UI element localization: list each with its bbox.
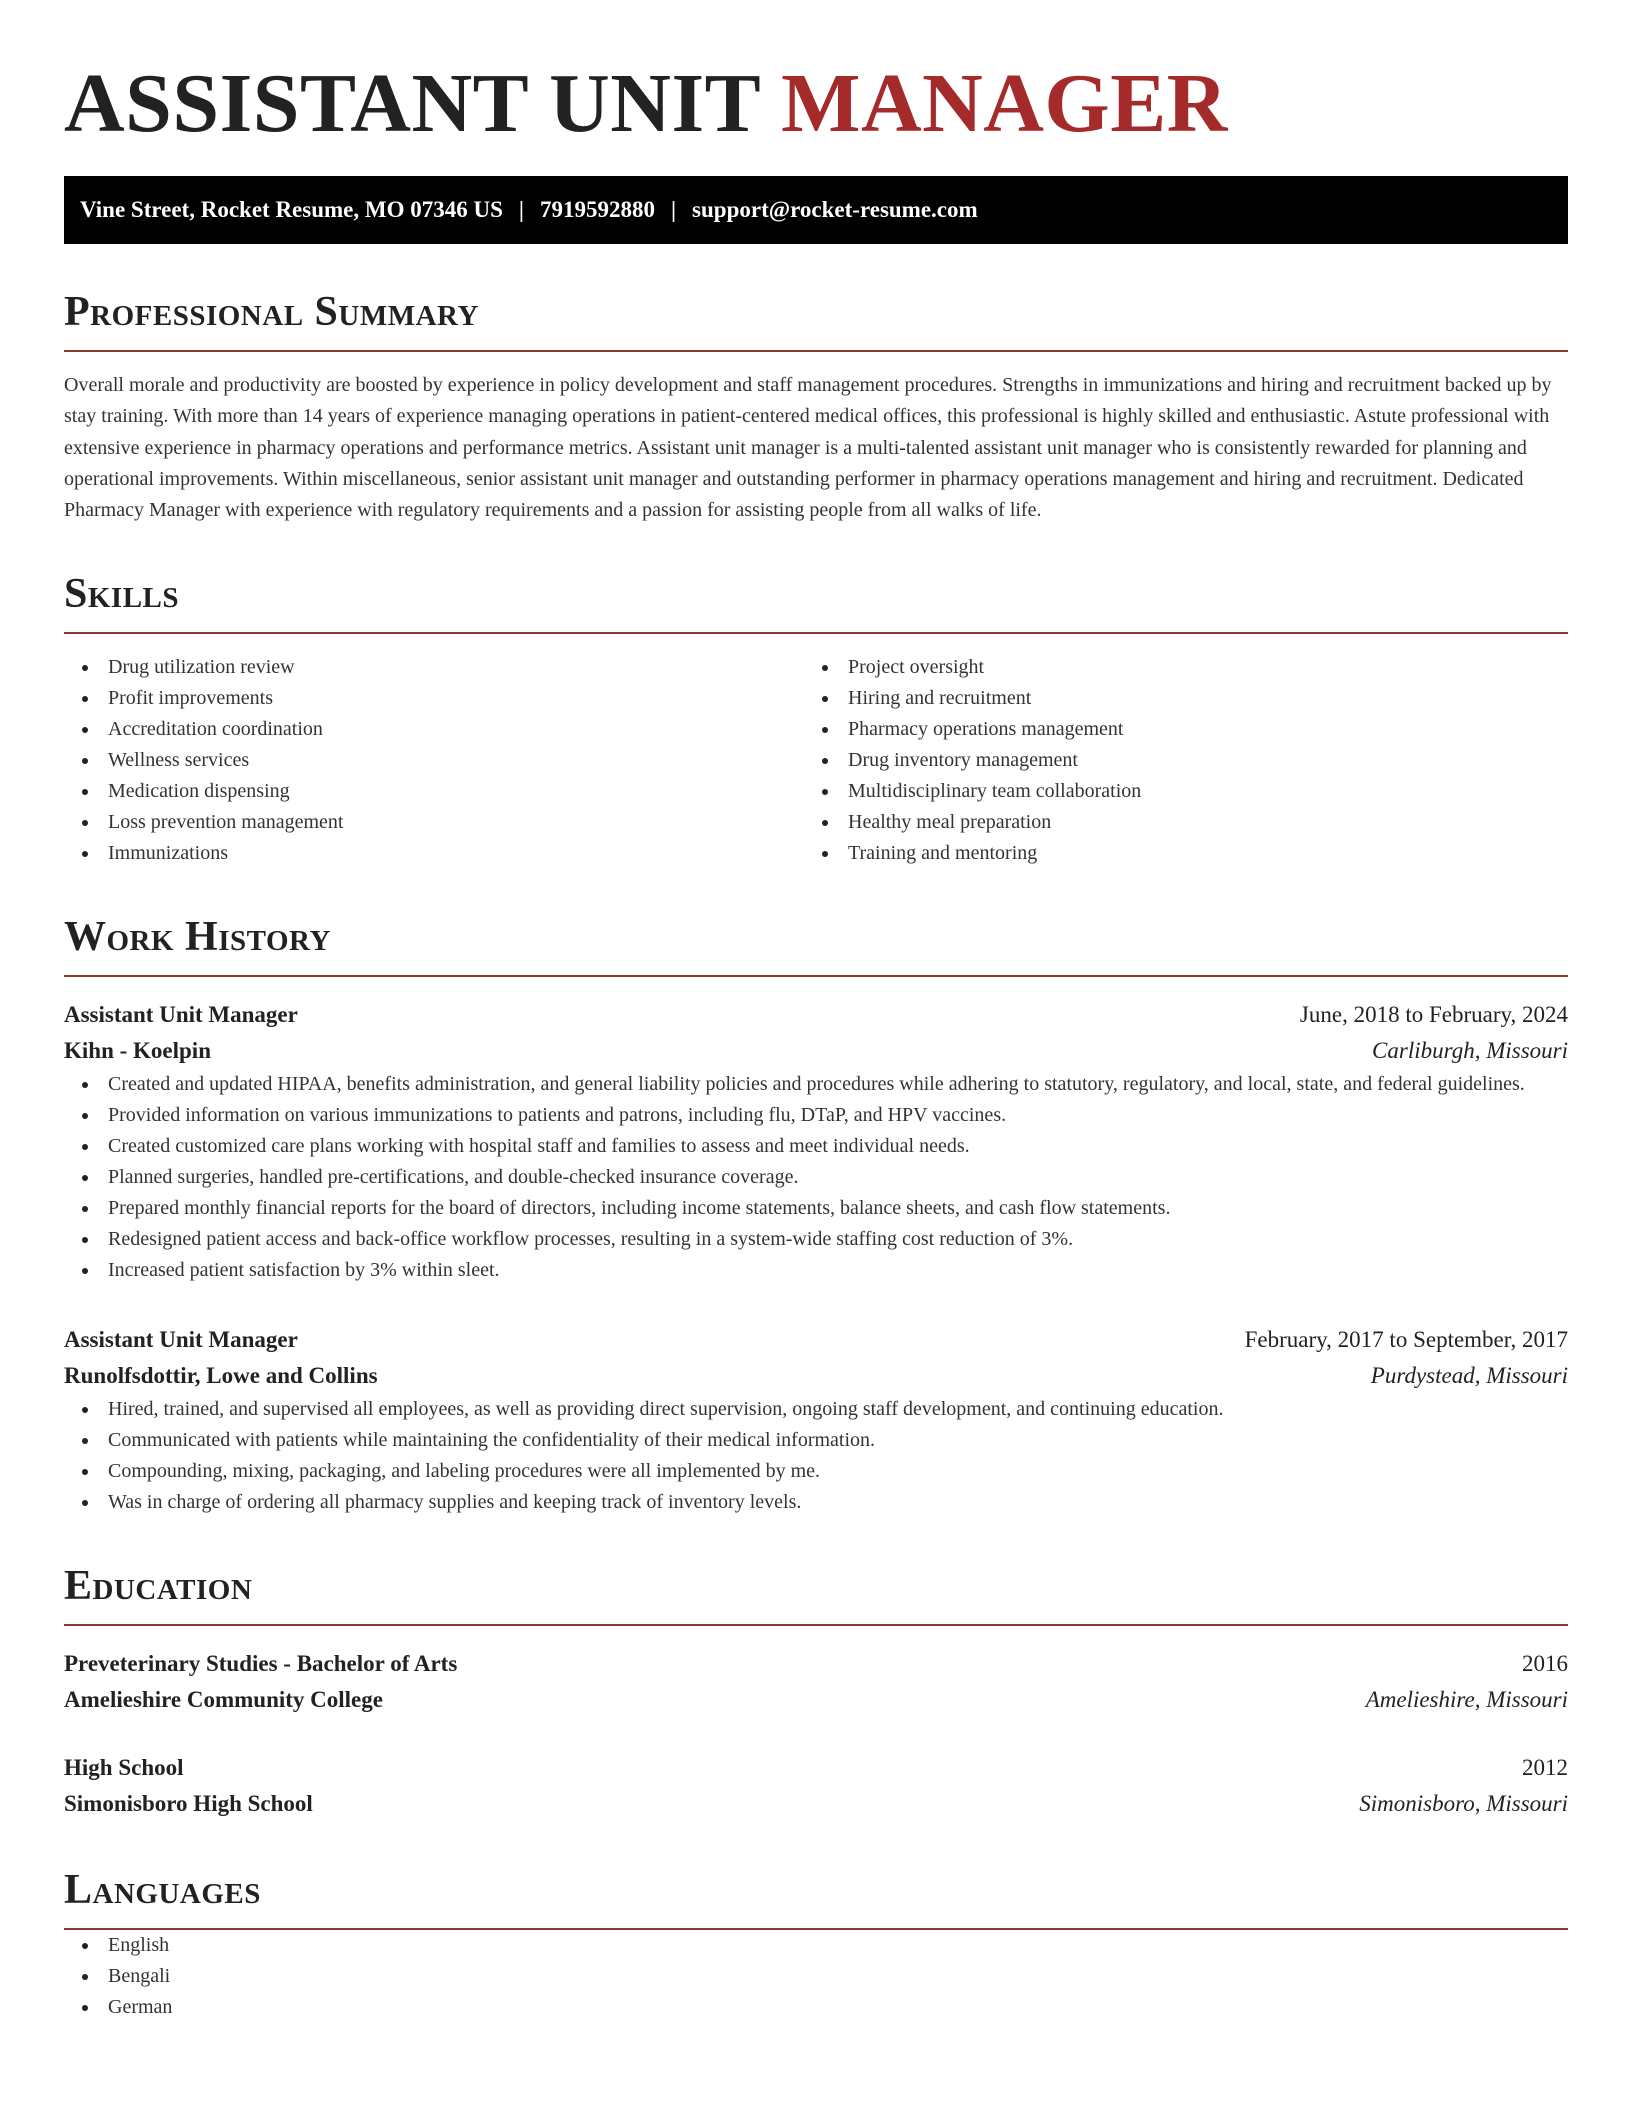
responsibility-item: Created customized care plans working with hospital staff and families to assess and meet individual needs. <box>108 1131 1568 1162</box>
job-dates: February, 2017 to September, 2017 <box>1244 1327 1568 1353</box>
section-divider <box>64 632 1568 634</box>
section-divider <box>64 1624 1568 1626</box>
education-degree-row <box>64 1750 1568 1786</box>
education-degree: Preveterinary Studies - Bachelor of Arts <box>64 1651 458 1677</box>
job-entry <box>64 997 1568 1286</box>
summary-section <box>64 288 1568 526</box>
section-heading-summary: Professional Summary <box>64 289 479 335</box>
skill-item: Accreditation coordination <box>108 714 804 745</box>
skill-item: Drug inventory management <box>848 745 1544 776</box>
job-company: Kihn - Koelpin <box>64 1038 211 1064</box>
section-divider <box>64 350 1568 352</box>
section-heading-skills: Skills <box>64 571 180 618</box>
responsibility-item: Provided information on various immunizations to patients and patrons, including flu, DTaP, and HPV vaccines. <box>108 1100 1568 1131</box>
section-heading-work-history: Work History <box>64 914 331 961</box>
education-location: Simonisboro, Missouri <box>1359 1791 1568 1817</box>
work-history-section <box>64 913 1568 1518</box>
skill-item: Wellness services <box>108 745 804 776</box>
skill-item: Medication dispensing <box>108 776 804 807</box>
job-responsibilities <box>64 1069 1568 1286</box>
section-heading-languages: Languages <box>64 1867 261 1914</box>
job-title: Assistant Unit Manager <box>64 1002 298 1028</box>
responsibility-item: Planned surgeries, handled pre-certifications, and double-checked insurance coverage. <box>108 1162 1568 1193</box>
skill-item: Multidisciplinary team collaboration <box>848 776 1544 807</box>
education-location: Amelieshire, Missouri <box>1365 1687 1568 1713</box>
education-year: 2016 <box>1522 1651 1568 1677</box>
title-primary: ASSISTANT UNIT <box>64 57 760 150</box>
skills-column-left <box>64 652 804 869</box>
contact-address: Vine Street, Rocket Resume, MO 07346 US <box>80 197 503 222</box>
skill-item: Healthy meal preparation <box>848 807 1544 838</box>
skill-item: Loss prevention management <box>108 807 804 838</box>
education-year: 2012 <box>1522 1755 1568 1781</box>
language-item: German <box>108 1992 1568 2023</box>
skill-item: Training and mentoring <box>848 838 1544 869</box>
education-school-row <box>64 1682 1568 1718</box>
title-accent: MANAGER <box>781 57 1228 150</box>
section-divider <box>64 975 1568 977</box>
job-responsibilities <box>64 1394 1568 1518</box>
education-school: Simonisboro High School <box>64 1791 313 1817</box>
skill-item: Drug utilization review <box>108 652 804 683</box>
responsibility-item: Compounding, mixing, packaging, and labeling procedures were all implemented by me. <box>108 1456 1568 1487</box>
skill-item: Profit improvements <box>108 683 804 714</box>
skill-item: Project oversight <box>848 652 1544 683</box>
responsibility-item: Communicated with patients while maintaining the confidentiality of their medical information. <box>108 1425 1568 1456</box>
education-school-row <box>64 1786 1568 1822</box>
skills-grid <box>64 652 1568 869</box>
responsibility-item: Was in charge of ordering all pharmacy supplies and keeping track of inventory levels. <box>108 1487 1568 1518</box>
resume-page <box>64 0 1568 2023</box>
contact-separator: | <box>518 197 524 222</box>
job-header-row <box>64 1322 1568 1358</box>
language-item: English <box>108 1930 1568 1961</box>
education-entry <box>64 1750 1568 1822</box>
summary-text: Overall morale and productivity are boosted by experience in policy development and staff management procedures. Strengths in immunizations and hiring and recruitment backed up by stay training. With more than 14 years of experience managing operations in patient-centered medical offices, this professional is highly skilled and enthusiastic. Astute professional with extensive experience in pharmacy operations and performance metrics. Assistant unit manager is a multi-talented assistant unit manager who is consistently rewarded for planning and operational improvements. Within miscellaneous, senior assistant unit manager and outstanding performer in pharmacy operations management and hiring and recruitment. Dedicated Pharmacy Manager with experience with regulatory requirements and a passion for assisting people from all walks of life. <box>64 374 1552 522</box>
skills-list-left <box>64 652 804 869</box>
languages-list <box>64 1930 1568 2023</box>
responsibility-item: Prepared monthly financial reports for the board of directors, including income statements, balance sheets, and cash flow statements. <box>108 1193 1568 1224</box>
skill-item: Pharmacy operations management <box>848 714 1544 745</box>
education-section <box>64 1562 1568 1822</box>
resume-title <box>64 56 1568 152</box>
contact-phone: 7919592880 <box>539 197 655 222</box>
skills-column-right <box>804 652 1544 869</box>
job-company-row <box>64 1358 1568 1394</box>
responsibility-item: Created and updated HIPAA, benefits administration, and general liability policies and procedures while adhering to statutory, regulatory, and local, state, and federal guidelines. <box>108 1069 1568 1100</box>
education-school: Amelieshire Community College <box>64 1687 383 1713</box>
education-entry <box>64 1646 1568 1718</box>
job-company: Runolfsdottir, Lowe and Collins <box>64 1363 378 1389</box>
responsibility-item: Redesigned patient access and back-office workflow processes, resulting in a system-wide staffing cost reduction of 3%. <box>108 1224 1568 1255</box>
education-degree-row <box>64 1646 1568 1682</box>
job-location: Purdystead, Missouri <box>1370 1363 1568 1389</box>
section-heading-education: Education <box>64 1563 253 1610</box>
responsibility-item: Hired, trained, and supervised all employees, as well as providing direct supervision, ongoing staff development, and continuing education. <box>108 1394 1568 1425</box>
skill-item: Hiring and recruitment <box>848 683 1544 714</box>
job-dates: June, 2018 to February, 2024 <box>1299 1002 1568 1028</box>
job-header-row <box>64 997 1568 1033</box>
contact-email: support@rocket-resume.com <box>692 197 978 222</box>
contact-bar <box>64 176 1568 244</box>
education-degree: High School <box>64 1755 184 1781</box>
job-entry <box>64 1322 1568 1518</box>
skills-section <box>64 570 1568 869</box>
job-company-row <box>64 1033 1568 1069</box>
job-title: Assistant Unit Manager <box>64 1327 298 1353</box>
responsibility-item: Increased patient satisfaction by 3% within sleet. <box>108 1255 1568 1286</box>
language-item: Bengali <box>108 1961 1568 1992</box>
contact-separator: | <box>670 197 677 222</box>
job-location: Carliburgh, Missouri <box>1372 1038 1568 1064</box>
languages-section <box>64 1866 1568 2023</box>
skill-item: Immunizations <box>108 838 804 869</box>
skills-list-right <box>804 652 1544 869</box>
